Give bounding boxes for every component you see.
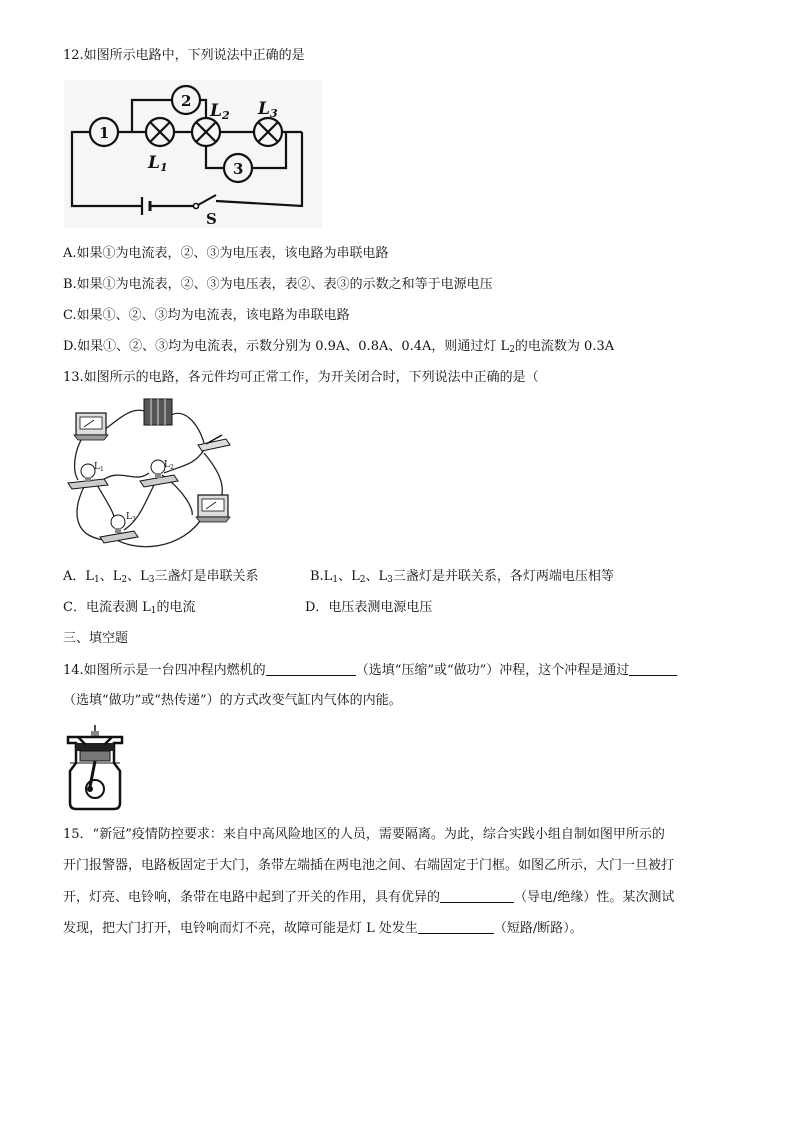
svg-text:L1: $L_1$ — [94, 462, 104, 473]
q15-line-2: 开门报警器，电路板固定于大门，条带左端插在两电池之间、右端固定于门框。如图乙所示，大门一旦被打 — [63, 858, 675, 873]
ammeter-icon — [74, 413, 108, 440]
q12-stem: 12.如图所示电路中，下列说法中正确的是 — [63, 48, 305, 63]
meter-1-label: 1 — [99, 124, 110, 142]
section-heading: 三、填空题 — [63, 631, 129, 646]
svg-text:L3: L3 — [258, 99, 278, 120]
q13-option-a: A．$L_1$、$L_2$、$L_3$三盏灯是串联关系 — [63, 569, 259, 585]
q12-option-c: C.如果①、②、③均为电流表，该电路为串联电路 — [63, 308, 350, 323]
svg-text:L2: L2 — [210, 101, 230, 122]
switch-label: S — [206, 210, 217, 228]
lamp-l2-icon — [192, 118, 220, 146]
q13-option-d: D．电压表测电源电压 — [305, 600, 433, 615]
voltmeter-icon — [196, 495, 230, 522]
photo-l2-label: L — [164, 460, 170, 470]
q15-line-3: 开，灯亮、电铃响，条带在电路中起到了开关的作用，具有优异的 （导电/绝缘）性。某次测试 — [63, 890, 675, 905]
q15-blank-1[interactable] — [440, 888, 514, 903]
q14-line-2: （选填“做功”或“热传递”）的方式改变气缸内气体的内能。 — [63, 693, 402, 708]
q15-line-1: 15．“新冠”疫情防控要求：来自中高风险地区的人员，需要隔离。为此，综合实践小组自制如图甲所示的 — [63, 827, 665, 842]
q12-option-d: D.如果①、②、③均为电流表，示数分别为 0.9A、0.8A、0.4A，则通过灯 $L_2$的电流数为 0.3A — [63, 339, 615, 355]
q13-option-c: C．电流表测 $L_1$的电流 — [63, 600, 196, 616]
q13-option-b: $B.L_1$、$L_2$、$L_3$三盏灯是并联关系，各灯两端电压相等 — [310, 569, 614, 585]
svg-text:L2: $L_2$ — [164, 460, 174, 471]
q12-circuit-diagram — [64, 80, 322, 228]
q13-circuit-photo — [64, 395, 236, 560]
photo-l3-label: L — [126, 512, 132, 522]
q12-option-b: B.如果①为电流表，②、③为电压表，表②、表③的示数之和等于电源电压 — [63, 277, 493, 292]
q14-line-1: 14.如图所示是一台四冲程内燃机的 （选填“压缩”或“做功”）冲程，这个冲程是通过 — [63, 661, 677, 680]
q14-blank-2[interactable] — [629, 661, 677, 676]
battery-pack-icon — [144, 399, 172, 425]
engine-cylinder-icon — [68, 725, 122, 809]
meter-3-label: 3 — [233, 160, 244, 178]
q15-line-4: 发现，把大门打开，电铃响而灯不亮，故障可能是灯 L 处发生 （短路/断路）。 — [63, 921, 583, 936]
lamp-l3-icon — [254, 118, 282, 146]
svg-text:L3: $L_3$ — [126, 512, 136, 523]
svg-text:L1: L1 — [148, 153, 168, 174]
q15-blank-2[interactable] — [418, 919, 494, 934]
q12-option-a: A.如果①为电流表，②、③为电压表，该电路为串联电路 — [63, 246, 389, 261]
lamp-l2-label: L — [210, 101, 222, 121]
lamp-l1-icon — [146, 118, 174, 146]
photo-l1-label: L — [94, 462, 100, 472]
q14-blank-1[interactable] — [266, 661, 356, 676]
lamp-l1-label: L — [148, 153, 160, 173]
q14-engine-diagram — [64, 723, 126, 811]
q13-stem: 13.如图所示的电路，各元件均可正常工作，为开关闭合时，下列说法中正确的是（ — [63, 370, 539, 385]
lamp-l3-label: L — [258, 99, 270, 119]
meter-2-label: 2 — [181, 92, 192, 110]
